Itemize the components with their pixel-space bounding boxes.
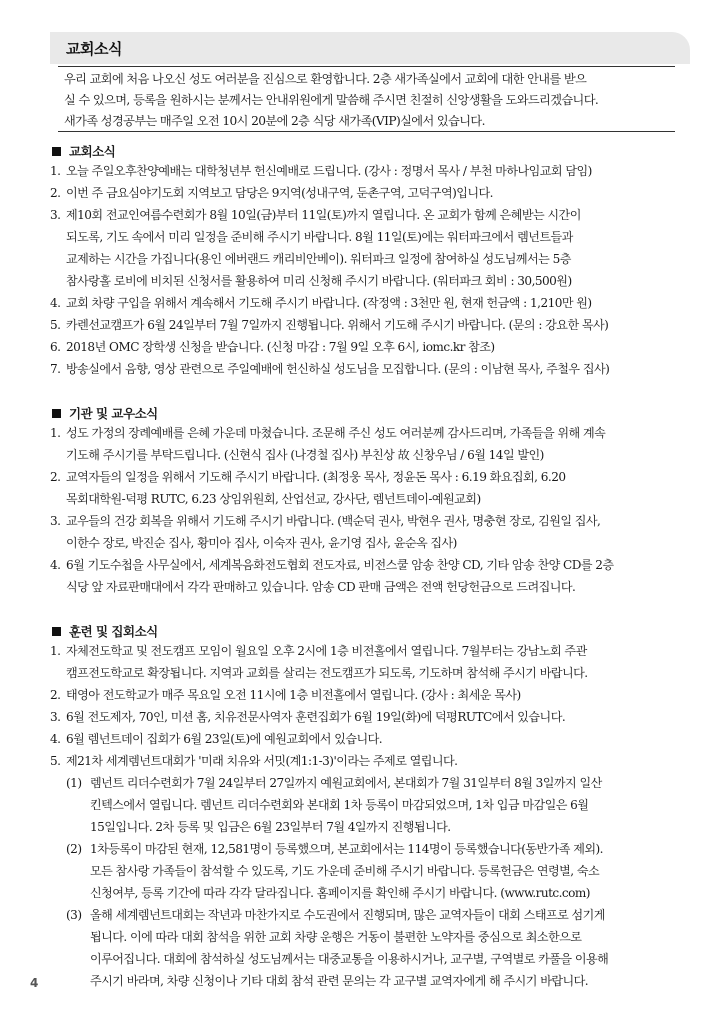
item-text: 오늘 주일오후찬양예배는 대학청년부 헌신예배로 드립니다. (강사 : 정명서 목사 / 부천 마하나임교회 담임) [66, 164, 592, 178]
item-number: 2. [50, 470, 61, 484]
item-number: 6. [50, 340, 61, 354]
square-bullet-icon [52, 409, 61, 418]
item-text: 카렌선교캠프가 6월 24일부터 7월 7일까지 진행됩니다. 위해서 기도해 주시기 바랍니다. (문의 : 강요한 목사) [66, 318, 609, 332]
item-number: 1. [50, 644, 61, 658]
item-number: 4. [50, 296, 61, 310]
welcome-box [58, 66, 675, 132]
sub-item-continuation: 모든 참사랑 가족들이 참석할 수 있도록, 기도 가운데 준비해 주시기 바랍니다. 등록헌금은 연령별, 숙소 [90, 864, 600, 878]
item-continuation: 되도록, 기도 속에서 미리 일정을 준비해 주시기 바랍니다. 8월 11일(토)에는 워터파크에서 렘넌트들과 [66, 230, 573, 244]
item-text: 교역자들의 일정을 위해서 기도해 주시기 바랍니다. (최정웅 목사, 정윤돈 목사 : 6.19 화요집회, 6.20 [66, 470, 566, 484]
item-number: 5. [50, 754, 61, 768]
item-text: 6월 기도수첩을 사무실에서, 세계복음화전도협회 전도자료, 비전스쿨 암송 찬양 CD, 기타 암송 찬양 CD를 2층 [66, 558, 614, 572]
item-continuation: 기도해 주시기를 부탁드립니다. (신현식 집사 (나경철 집사) 부친상 故 신창우님 / 6월 14일 발인) [66, 448, 544, 462]
section-heading-church [52, 142, 115, 160]
sub-item-number: (1) [66, 776, 82, 790]
item-number: 7. [50, 362, 61, 376]
sub-item-continuation: 됩니다. 이에 따라 대회 참석을 위한 교회 차량 운행은 거동이 불편한 노약자를 중심으로 최소한으로 [90, 930, 582, 944]
square-bullet-icon [52, 147, 61, 156]
page-title: 교회소식 [66, 40, 122, 58]
item-continuation: 이한수 장로, 박진순 집사, 황미아 집사, 이숙자 권사, 윤기영 집사, 윤순옥 집사) [66, 536, 457, 550]
item-continuation: 식당 앞 자료판매대에서 각각 판매하고 있습니다. 암송 CD 판매 금액은 전액 헌당헌금으로 드려집니다. [66, 580, 576, 594]
item-text: 제10회 전교인여름수련회가 8월 10일(금)부터 11일(토)까지 열립니다. 온 교회가 함께 은혜받는 시간이 [66, 208, 581, 222]
item-continuation: 목회대학원-덕평 RUTC, 6.23 상임위원회, 산업선교, 강사단, 렘넌트데이-예원교회) [66, 492, 481, 506]
welcome-line: 새가족 성경공부는 매주일 오전 10시 20분에 2층 식당 새가족(VIP)실에서 있습니다. [64, 114, 485, 128]
square-bullet-icon [52, 627, 61, 636]
section-title: 교회소식 [69, 144, 116, 159]
sub-item-text: 올해 세계렘넌트대회는 작년과 마찬가지로 수도권에서 진행되며, 많은 교역자들이 대회 스태프로 섬기게 [90, 908, 605, 922]
item-number: 4. [50, 732, 61, 746]
item-text: 자체전도학교 및 전도캠프 모임이 월요일 오후 2시에 1층 비전홀에서 열립니다. 7월부터는 강남노회 주관 [66, 644, 587, 658]
item-text: 태영아 전도학교가 매주 목요일 오전 11시에 1층 비전홀에서 열립니다. (강사 : 최세운 목사) [66, 688, 521, 702]
sub-item-number: (3) [66, 908, 82, 922]
section-heading-institution [52, 404, 158, 422]
item-number: 4. [50, 558, 61, 572]
section-header-bar [50, 32, 690, 64]
item-text: 교우들의 건강 회복을 위해서 기도해 주시기 바랍니다. (백순덕 권사, 박현우 권사, 명충현 장로, 김원일 집사, [66, 514, 601, 528]
item-number: 3. [50, 710, 61, 724]
item-text: 6월 렘넌트데이 집회가 6월 23일(토)에 예원교회에서 있습니다. [66, 732, 383, 746]
item-continuation: 캠프전도학교로 확장됩니다. 지역과 교회를 살리는 전도캠프가 되도록, 기도하며 참석해 주시기 바랍니다. [66, 666, 588, 680]
item-number: 3. [50, 514, 61, 528]
sub-item-number: (2) [66, 842, 82, 856]
item-text: 성도 가정의 장례예배를 은혜 가운데 마쳤습니다. 조문해 주신 성도 여러분께 감사드리며, 가족들을 위해 계속 [66, 426, 606, 440]
sub-item-continuation: 주시기 바라며, 차량 신청이나 기타 대회 참석 관련 문의는 각 교구별 교역자에게 해 주시기 바랍니다. [90, 974, 589, 988]
item-text: 제21차 세계렘넌트대회가 '미래 치유와 서밋(계1:1-3)'이라는 주제로 열립니다. [66, 754, 458, 768]
section-heading-training [52, 622, 158, 640]
item-text: 이번 주 금요심야기도회 지역보고 담당은 9지역(성내구역, 둔촌구역, 고덕구역)입니다. [66, 186, 493, 200]
item-text: 방송실에서 음향, 영상 관련으로 주일예배에 헌신하실 성도님을 모집합니다. (문의 : 이남현 목사, 주철우 집사) [66, 362, 610, 376]
sub-item-continuation: 15일입니다. 2차 등록 및 입금은 6월 23일부터 7월 4일까지 진행됩니다. [90, 820, 451, 834]
sub-item-continuation: 킨텍스에서 열립니다. 렘넌트 리더수련회와 본대회 1차 등록이 마감되었으며, 1차 입금 마감일은 6월 [90, 798, 589, 812]
item-text: 2018년 OMC 장학생 신청을 받습니다. (신청 마감 : 7월 9일 오후 6시, iomc.kr 참조) [66, 340, 495, 354]
item-continuation: 교제하는 시간을 가집니다(용인 에버랜드 캐리비안베이). 워터파크 일정에 참여하실 성도님께서는 5층 [66, 252, 571, 266]
section-title: 훈련 및 집회소식 [69, 624, 158, 639]
sub-item-text: 1차등록이 마감된 현재, 12,581명이 등록했으며, 본교회에서는 114명이 등록했습니다(동반가족 제외). [90, 842, 603, 856]
item-number: 2. [50, 186, 61, 200]
item-number: 3. [50, 208, 61, 222]
item-number: 1. [50, 426, 61, 440]
item-number: 5. [50, 318, 61, 332]
section-title: 기관 및 교우소식 [69, 406, 158, 421]
page-number: 4 [30, 976, 39, 990]
item-text: 교회 차량 구입을 위해서 계속해서 기도해 주시기 바랍니다. (작정액 : 3천만 원, 현재 헌금액 : 1,210만 원) [66, 296, 592, 310]
item-text: 6월 전도제자, 70인, 미션 홈, 치유전문사역자 훈련집회가 6월 19일(화)에 덕평RUTC에서 있습니다. [66, 710, 566, 724]
item-number: 2. [50, 688, 61, 702]
sub-item-text: 렘넌트 리더수련회가 7월 24일부터 27일까지 예원교회에서, 본대회가 7월 31일부터 8월 3일까지 일산 [90, 776, 602, 790]
sub-item-continuation: 이루어집니다. 대회에 참석하실 성도님께서는 대중교통을 이용하시거나, 교구별, 구역별로 카풀을 이용해 [90, 952, 609, 966]
welcome-line: 우리 교회에 처음 나오신 성도 여러분을 진심으로 환영합니다. 2층 새가족실에서 교회에 대한 안내를 받으 [64, 72, 587, 86]
welcome-line: 실 수 있으며, 등록을 원하시는 분께서는 안내위원에게 말씀해 주시면 친절히 신앙생활을 도와드리겠습니다. [64, 93, 599, 107]
item-number: 1. [50, 164, 61, 178]
item-continuation: 참사랑홀 로비에 비치된 신청서를 활용하여 미리 신청해 주시기 바랍니다. (워터파크 회비 : 30,500원) [66, 274, 572, 288]
sub-item-continuation: 신청여부, 등록 기간에 따라 각각 달라집니다. 홈페이지를 확인해 주시기 바랍니다. (www.rutc.com) [90, 886, 590, 900]
